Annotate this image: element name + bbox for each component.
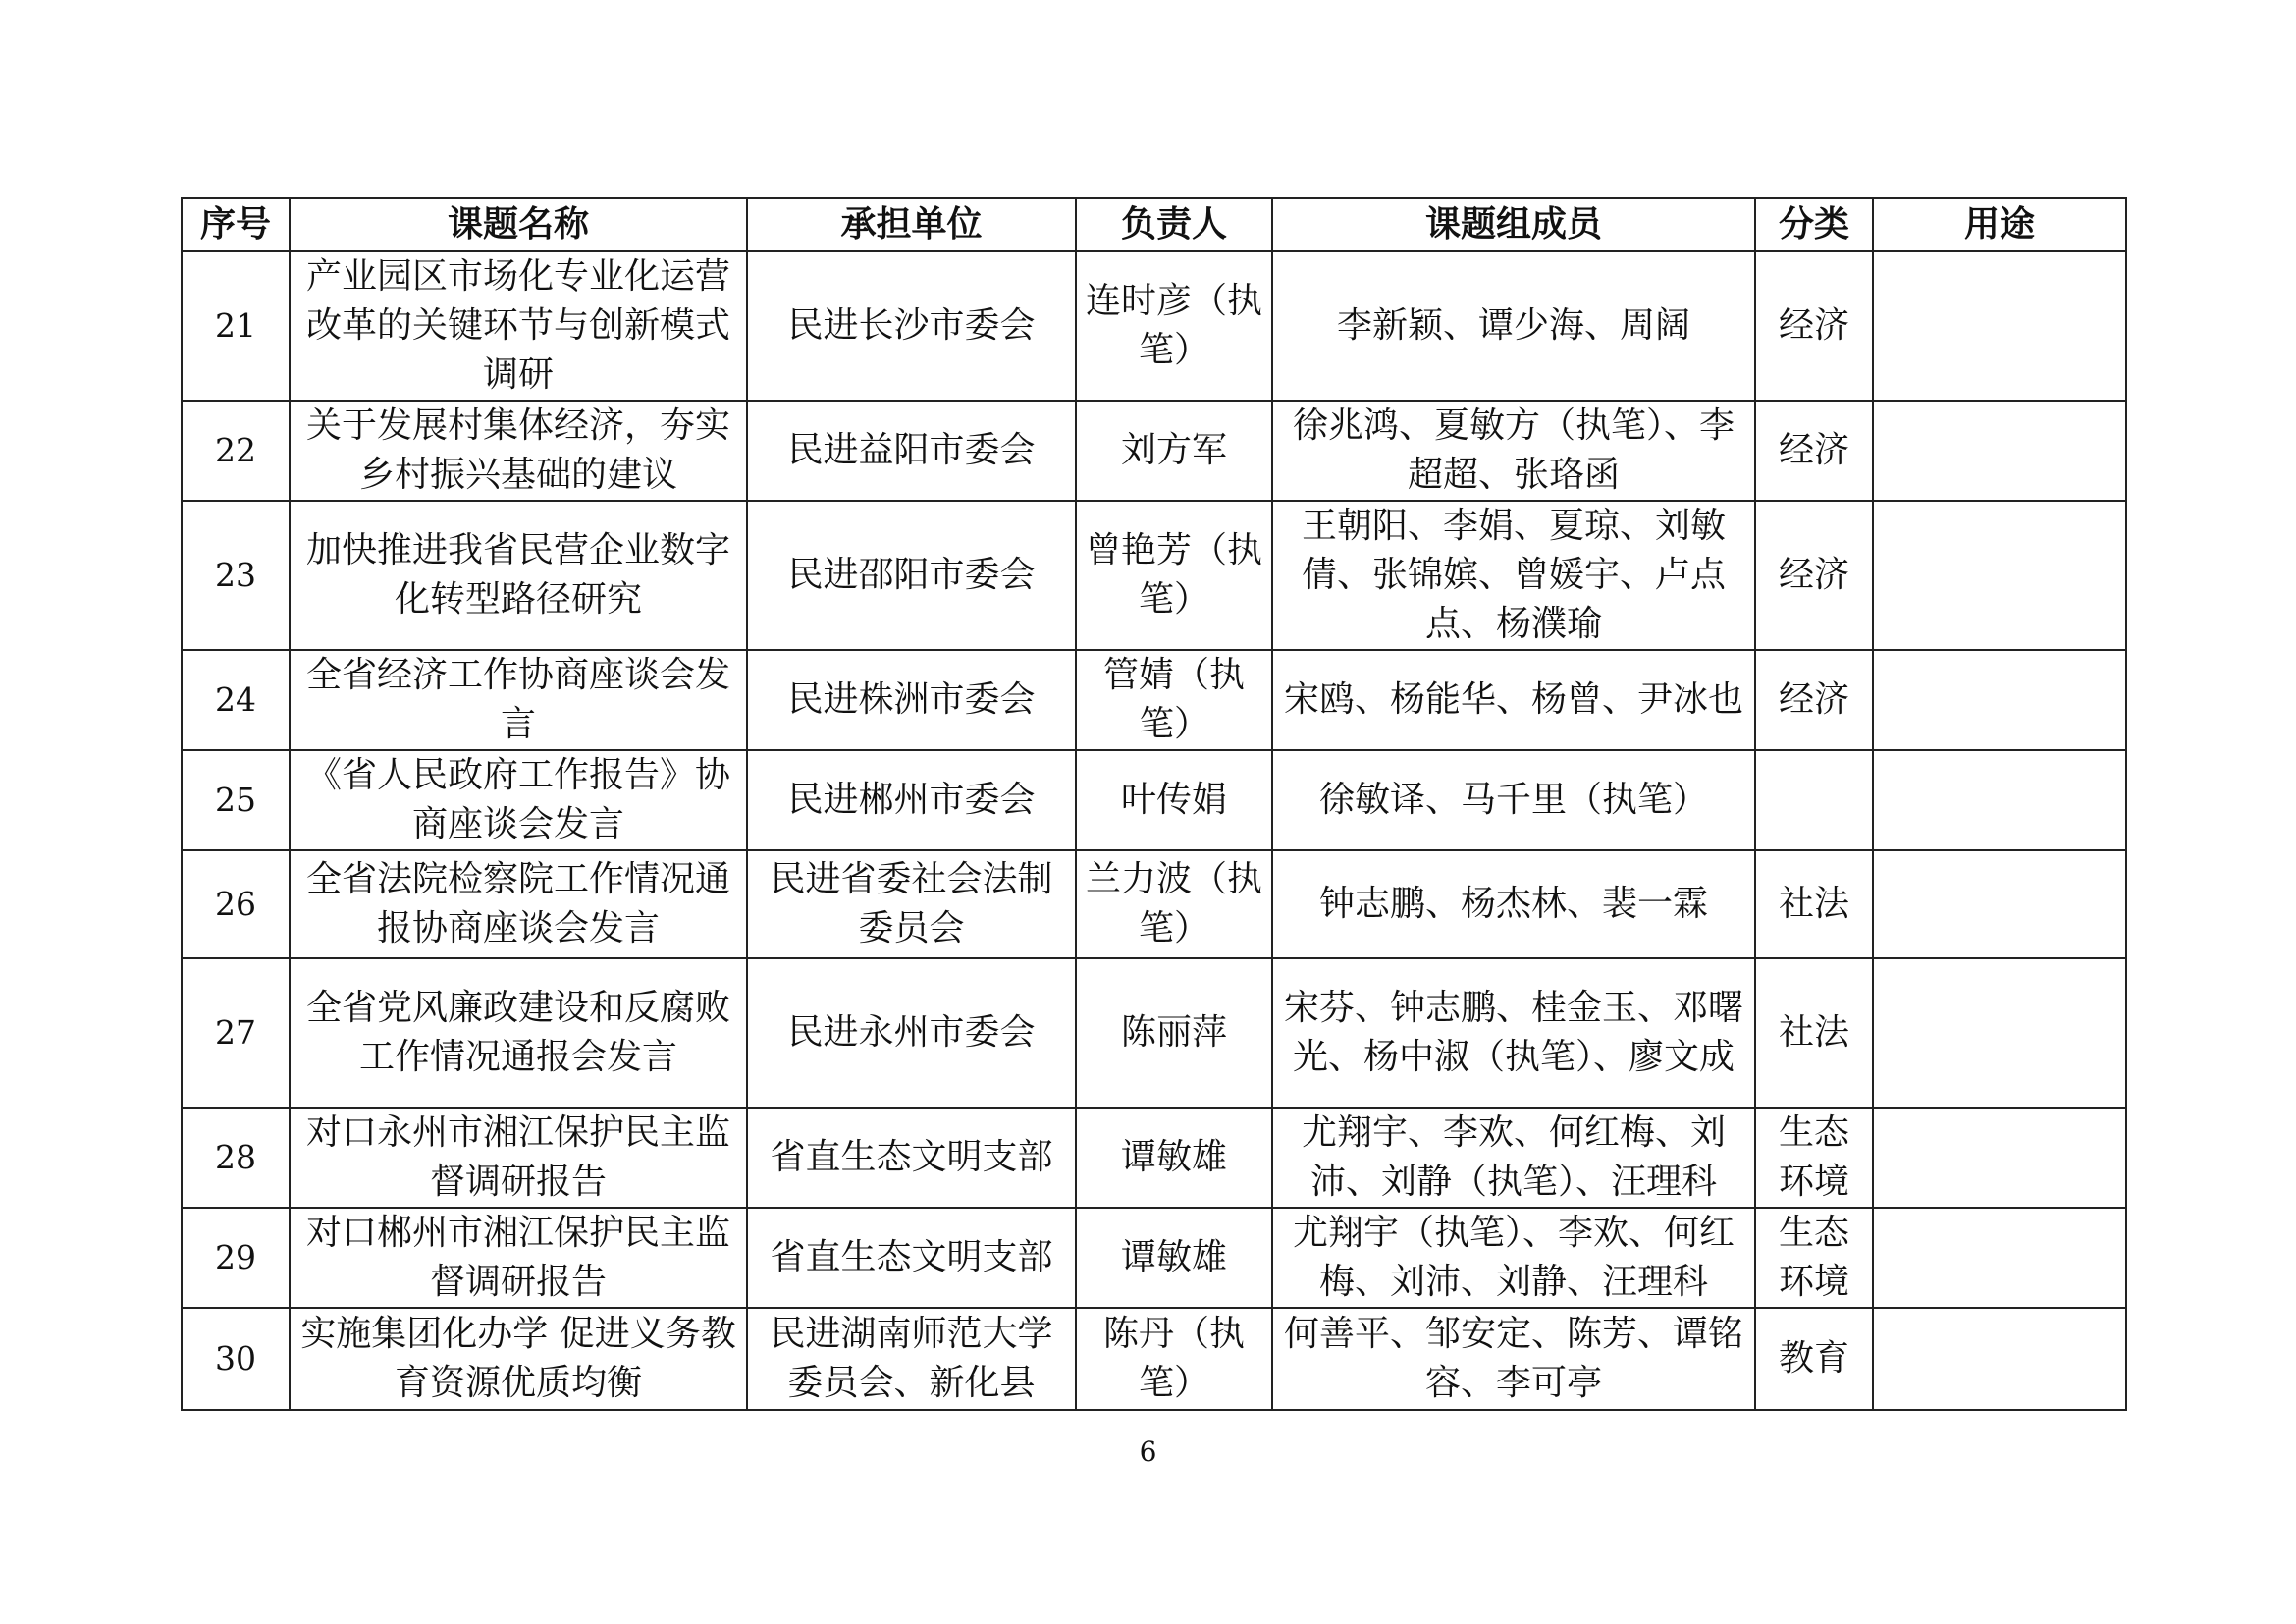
cell-category — [1755, 750, 1873, 850]
cell-seq: 23 — [182, 501, 290, 650]
cell-members: 宋芬、钟志鹏、桂金玉、邓曙光、杨中淑（执笔）、廖文成 — [1272, 958, 1755, 1108]
cell-members: 何善平、邹安定、陈芳、谭铭容、李可亭 — [1272, 1308, 1755, 1410]
cell-unit: 民进湖南师范大学委员会、新化县 — [747, 1308, 1076, 1410]
table-row — [182, 1108, 2126, 1208]
table-row — [182, 750, 2126, 850]
cell-leader: 管婧（执笔） — [1076, 650, 1272, 750]
cell-seq: 25 — [182, 750, 290, 850]
table-header-row — [182, 198, 2126, 251]
cell-category: 经济 — [1755, 401, 1873, 501]
cell-leader: 谭敏雄 — [1076, 1208, 1272, 1308]
cell-title: 产业园区市场化专业化运营改革的关键环节与创新模式调研 — [290, 251, 747, 401]
cell-title: 加快推进我省民营企业数字化转型路径研究 — [290, 501, 747, 650]
cell-seq: 29 — [182, 1208, 290, 1308]
cell-usage — [1873, 750, 2126, 850]
cell-usage — [1873, 501, 2126, 650]
cell-usage — [1873, 1308, 2126, 1410]
cell-usage — [1873, 1108, 2126, 1208]
cell-leader: 曾艳芳（执笔） — [1076, 501, 1272, 650]
cell-unit: 民进邵阳市委会 — [747, 501, 1076, 650]
cell-category: 生态环境 — [1755, 1208, 1873, 1308]
table-row — [182, 958, 2126, 1108]
cell-members: 徐敏译、马千里（执笔） — [1272, 750, 1755, 850]
topic-table — [181, 197, 2127, 1411]
cell-title: 关于发展村集体经济，夯实乡村振兴基础的建议 — [290, 401, 747, 501]
table-row — [182, 1208, 2126, 1308]
cell-usage — [1873, 650, 2126, 750]
cell-seq: 27 — [182, 958, 290, 1108]
cell-title: 对口永州市湘江保护民主监督调研报告 — [290, 1108, 747, 1208]
header-usage: 用途 — [1873, 198, 2126, 251]
cell-title: 全省党风廉政建设和反腐败工作情况通报会发言 — [290, 958, 747, 1108]
cell-usage — [1873, 251, 2126, 401]
cell-members: 宋鸥、杨能华、杨曾、尹冰也 — [1272, 650, 1755, 750]
cell-leader: 刘方军 — [1076, 401, 1272, 501]
cell-category: 经济 — [1755, 251, 1873, 401]
cell-unit: 省直生态文明支部 — [747, 1108, 1076, 1208]
table-row — [182, 401, 2126, 501]
cell-leader: 陈丹（执笔） — [1076, 1308, 1272, 1410]
header-category: 分类 — [1755, 198, 1873, 251]
cell-seq: 28 — [182, 1108, 290, 1208]
header-leader: 负责人 — [1076, 198, 1272, 251]
table-row — [182, 251, 2126, 401]
page-number: 6 — [1139, 1435, 1157, 1468]
cell-category: 经济 — [1755, 650, 1873, 750]
cell-members: 王朝阳、李娟、夏琼、刘敏倩、张锦嫔、曾媛宇、卢点点、杨濮瑜 — [1272, 501, 1755, 650]
table-row — [182, 1308, 2126, 1410]
header-title: 课题名称 — [290, 198, 747, 251]
cell-usage — [1873, 850, 2126, 958]
cell-unit: 省直生态文明支部 — [747, 1208, 1076, 1308]
cell-unit: 民进长沙市委会 — [747, 251, 1076, 401]
cell-title: 对口郴州市湘江保护民主监督调研报告 — [290, 1208, 747, 1308]
cell-seq: 21 — [182, 251, 290, 401]
cell-unit: 民进省委社会法制委员会 — [747, 850, 1076, 958]
cell-seq: 30 — [182, 1308, 290, 1410]
cell-members: 徐兆鸿、夏敏方（执笔）、李超超、张珞函 — [1272, 401, 1755, 501]
cell-seq: 26 — [182, 850, 290, 958]
cell-members: 钟志鹏、杨杰林、裴一霖 — [1272, 850, 1755, 958]
cell-leader: 叶传娟 — [1076, 750, 1272, 850]
cell-unit: 民进郴州市委会 — [747, 750, 1076, 850]
cell-unit: 民进株洲市委会 — [747, 650, 1076, 750]
cell-leader: 陈丽萍 — [1076, 958, 1272, 1108]
cell-seq: 24 — [182, 650, 290, 750]
cell-usage — [1873, 401, 2126, 501]
cell-title: 全省法院检察院工作情况通报协商座谈会发言 — [290, 850, 747, 958]
cell-leader: 谭敏雄 — [1076, 1108, 1272, 1208]
cell-category: 社法 — [1755, 958, 1873, 1108]
header-seq: 序号 — [182, 198, 290, 251]
cell-members: 李新颖、谭少海、周阔 — [1272, 251, 1755, 401]
cell-category: 社法 — [1755, 850, 1873, 958]
cell-title: 全省经济工作协商座谈会发言 — [290, 650, 747, 750]
cell-members: 尤翔宇（执笔）、李欢、何红梅、刘沛、刘静、汪理科 — [1272, 1208, 1755, 1308]
header-unit: 承担单位 — [747, 198, 1076, 251]
cell-unit: 民进永州市委会 — [747, 958, 1076, 1108]
cell-usage — [1873, 958, 2126, 1108]
table-row — [182, 850, 2126, 958]
cell-category: 经济 — [1755, 501, 1873, 650]
cell-category: 教育 — [1755, 1308, 1873, 1410]
cell-title: 实施集团化办学 促进义务教育资源优质均衡 — [290, 1308, 747, 1410]
cell-category: 生态环境 — [1755, 1108, 1873, 1208]
cell-leader: 兰力波（执笔） — [1076, 850, 1272, 958]
cell-title: 《省人民政府工作报告》协商座谈会发言 — [290, 750, 747, 850]
cell-leader: 连时彦（执笔） — [1076, 251, 1272, 401]
cell-usage — [1873, 1208, 2126, 1308]
table-row — [182, 501, 2126, 650]
cell-seq: 22 — [182, 401, 290, 501]
cell-unit: 民进益阳市委会 — [747, 401, 1076, 501]
header-members: 课题组成员 — [1272, 198, 1755, 251]
cell-members: 尤翔宇、李欢、何红梅、刘沛、刘静（执笔）、汪理科 — [1272, 1108, 1755, 1208]
table-row — [182, 650, 2126, 750]
